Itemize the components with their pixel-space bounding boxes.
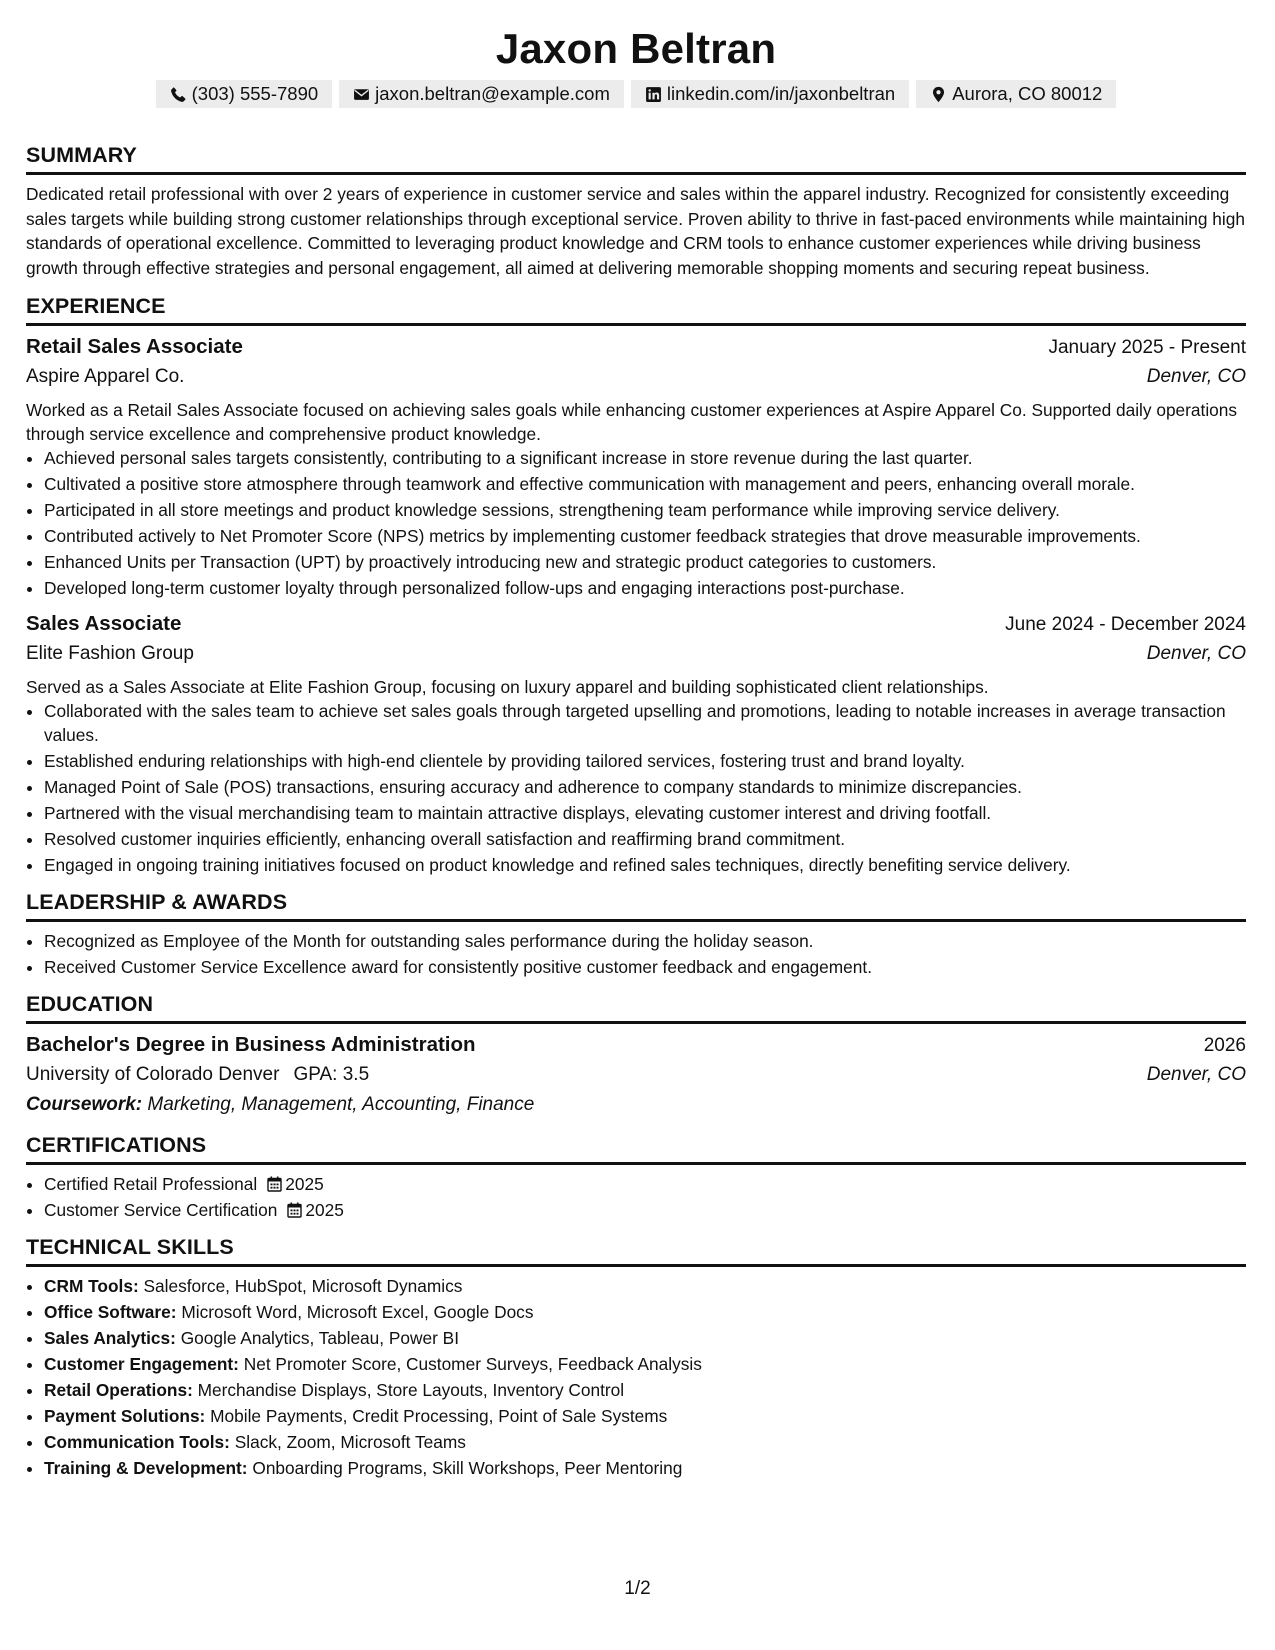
skill-value: Mobile Payments, Credit Processing, Point of Sale Systems [210, 1405, 668, 1426]
job-bullet: • Partnered with the visual merchandising team to maintain attractive displays, elevating customer interest and driving footfall. [44, 801, 1246, 825]
map-pin-icon [930, 86, 947, 103]
job-bullets [26, 446, 1246, 600]
contact-phone-text: (303) 555-7890 [191, 83, 319, 104]
certification-year: 2025 [285, 1173, 324, 1194]
gpa: GPA: 3.5 [293, 1063, 370, 1085]
page-number: 1/2 [624, 1578, 651, 1599]
coursework-list: Marketing, Management, Accounting, Finance [147, 1093, 535, 1115]
coursework [26, 1090, 1246, 1120]
skill-item [44, 1404, 1246, 1428]
job-bullet: • Managed Point of Sale (POS) transactions, ensuring accuracy and adherence to company standards to minimize discrepancies. [44, 775, 1246, 799]
leadership-heading: LEADERSHIP & AWARDS [26, 889, 288, 914]
job-bullet: • Collaborated with the sales team to achieve set sales goals through targeted upselling and promotions, leading to notable increases in average transaction values. [44, 699, 1246, 747]
job-location: Denver, CO [1146, 642, 1246, 664]
contact-email[interactable] [339, 80, 624, 108]
skill-item [44, 1300, 1246, 1324]
skills-list [26, 1274, 1246, 1480]
section-divider [26, 1264, 1246, 1267]
skill-value: Onboarding Programs, Skill Workshops, Peer Mentoring [252, 1457, 683, 1478]
summary-text: Dedicated retail professional with over 2 years of experience in customer service and sales within the apparel industry. Recognized for consistently exceeding sales targets while building strong customer relationships through exceptional service. Proven ability to thrive in fast-paced environments while maintaining high standards of operational excellence. Committed to leveraging product knowledge and CRM tools to enhance customer experiences while driving business growth through effective strategies and personal engagement, all aimed at delivering memorable shopping moments and securing repeat business. [26, 184, 1245, 279]
school-location: Denver, CO [1146, 1063, 1246, 1085]
experience-section [26, 293, 1246, 877]
skill-item [44, 1456, 1246, 1480]
skill-label: Customer Engagement: [44, 1353, 239, 1374]
contact-bar [26, 80, 1246, 108]
skill-label: Training & Development: [44, 1457, 248, 1478]
certifications-section [26, 1132, 1246, 1222]
job-bullet: • Established enduring relationships with high-end clientele by providing tailored services, fostering trust and brand loyalty. [44, 749, 1246, 773]
coursework-label: Coursework: [26, 1093, 143, 1115]
award-list [26, 929, 1246, 979]
calendar-icon [267, 1176, 282, 1192]
degree-title: Bachelor's Degree in Business Administration [26, 1032, 476, 1056]
skill-label: Communication Tools: [44, 1431, 230, 1452]
job-entry [26, 333, 1246, 600]
skill-label: Sales Analytics: [44, 1327, 176, 1348]
job-company: Aspire Apparel Co. [26, 365, 185, 387]
envelope-icon [353, 86, 370, 103]
skill-label: Payment Solutions: [44, 1405, 206, 1426]
skill-value: Salesforce, HubSpot, Microsoft Dynamics [143, 1275, 463, 1296]
calendar-icon [287, 1202, 302, 1218]
education-heading: EDUCATION [26, 991, 154, 1016]
job-description: Served as a Sales Associate at Elite Fashion Group, focusing on luxury apparel and building sophisticated client relationships. [26, 676, 989, 697]
job-bullet: • Participated in all store meetings and product knowledge sessions, strengthening team performance while improving service delivery. [44, 498, 1246, 522]
job-title: Retail Sales Associate [26, 334, 243, 358]
skill-value: Google Analytics, Tableau, Power BI [180, 1327, 459, 1348]
skill-item [44, 1326, 1246, 1350]
award-item: • Recognized as Employee of the Month for outstanding sales performance during the holiday season. [44, 929, 1246, 953]
job-dates: January 2025 - Present [1048, 336, 1246, 358]
certification-list [26, 1172, 1246, 1222]
certifications-heading: CERTIFICATIONS [26, 1132, 207, 1157]
job-bullet: • Contributed actively to Net Promoter Score (NPS) metrics by implementing customer feedback strategies that drove measurable improvements. [44, 524, 1246, 548]
graduation-year: 2026 [1203, 1034, 1246, 1056]
skill-item [44, 1274, 1246, 1298]
skill-value: Microsoft Word, Microsoft Excel, Google Docs [181, 1301, 534, 1322]
skills-section [26, 1234, 1246, 1480]
certification-name: Customer Service Certification [44, 1199, 278, 1220]
leadership-section [26, 889, 1246, 979]
school-name: University of Colorado Denver [26, 1063, 280, 1085]
skill-value: Slack, Zoom, Microsoft Teams [234, 1431, 466, 1452]
contact-linkedin[interactable] [631, 80, 909, 108]
contact-email-text: jaxon.beltran@example.com [375, 83, 610, 104]
skill-item [44, 1378, 1246, 1402]
resume-page [26, 24, 1246, 1492]
certification-item [44, 1198, 1246, 1222]
award-item: • Received Customer Service Excellence award for consistently positive customer feedback and engagement. [44, 955, 1246, 979]
summary-section [26, 142, 1246, 281]
section-divider [26, 172, 1246, 175]
section-divider [26, 323, 1246, 326]
skill-label: Office Software: [44, 1301, 177, 1322]
skill-label: CRM Tools: [44, 1275, 139, 1296]
section-divider [26, 1162, 1246, 1165]
job-bullets [26, 699, 1246, 877]
job-bullet: • Engaged in ongoing training initiatives focused on product knowledge and refined sales techniques, directly benefiting service delivery. [44, 853, 1246, 877]
job-bullet: • Developed long-term customer loyalty through personalized follow-ups and engaging interactions post-purchase. [44, 576, 1246, 600]
skills-heading: TECHNICAL SKILLS [26, 1234, 234, 1259]
job-bullet: • Cultivated a positive store atmosphere through teamwork and effective communication with management and peers, enhancing overall morale. [44, 472, 1246, 496]
job-bullet: • Achieved personal sales targets consistently, contributing to a significant increase in store revenue during the last quarter. [44, 446, 1246, 470]
job-description: Worked as a Retail Sales Associate focused on achieving sales goals while enhancing customer experiences at Aspire Apparel Co. Supported daily operations through service excellence and comprehensive product knowledge. [26, 399, 1238, 444]
certification-item [44, 1172, 1246, 1196]
summary-heading: SUMMARY [26, 143, 137, 167]
education-section [26, 991, 1246, 1120]
certification-year: 2025 [305, 1199, 344, 1220]
job-location: Denver, CO [1146, 365, 1246, 387]
job-entry [26, 610, 1246, 877]
job-bullet: • Resolved customer inquiries efficiently, enhancing overall satisfaction and reaffirming brand commitment. [44, 827, 1246, 851]
skill-item [44, 1430, 1246, 1454]
contact-location-text: Aurora, CO 80012 [952, 83, 1103, 104]
phone-icon [170, 86, 187, 103]
job-bullet: • Enhanced Units per Transaction (UPT) by proactively introducing new and strategic product categories to customers. [44, 550, 1246, 574]
section-divider [26, 1021, 1246, 1024]
job-company: Elite Fashion Group [26, 642, 194, 664]
linkedin-icon [645, 86, 662, 103]
job-dates: June 2024 - December 2024 [1005, 613, 1246, 635]
skill-value: Net Promoter Score, Customer Surveys, Feedback Analysis [243, 1353, 702, 1374]
contact-location[interactable] [916, 80, 1116, 108]
certification-name: Certified Retail Professional [44, 1173, 258, 1194]
skill-label: Retail Operations: [44, 1379, 193, 1400]
experience-heading: EXPERIENCE [26, 293, 166, 318]
section-divider [26, 919, 1246, 922]
skill-value: Merchandise Displays, Store Layouts, Inventory Control [197, 1379, 625, 1400]
contact-linkedin-text: linkedin.com/in/jaxonbeltran [666, 83, 896, 104]
candidate-name: Jaxon Beltran [495, 25, 777, 72]
job-title: Sales Associate [26, 611, 182, 635]
skill-item [44, 1352, 1246, 1376]
contact-phone[interactable] [156, 80, 333, 108]
